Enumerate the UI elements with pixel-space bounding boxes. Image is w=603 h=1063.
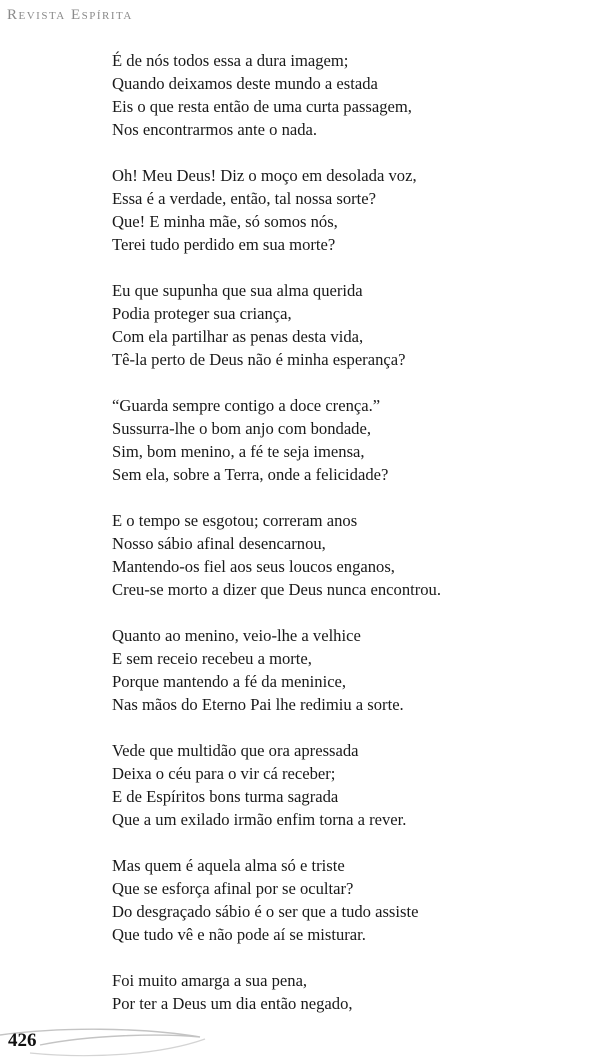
poem-line: É de nós todos essa a dura imagem; (112, 51, 349, 70)
poem-line: Essa é a verdade, então, tal nossa sorte? (112, 189, 377, 208)
poem-line: E de Espíritos bons turma sagrada (112, 787, 339, 806)
poem-line: Terei tudo perdido em sua morte? (112, 235, 336, 254)
poem-line: Podia proteger sua criança, (112, 304, 292, 323)
poem-line: Creu-se morto a dizer que Deus nunca encontrou. (112, 580, 441, 599)
page-number: 426 (8, 1030, 37, 1051)
poem-line: Mas quem é aquela alma só e triste (112, 856, 345, 875)
poem-line: Que se esforça afinal por se ocultar? (112, 879, 354, 898)
stanza (112, 509, 592, 601)
poem-line: Foi muito amarga a sua pena, (112, 971, 308, 990)
poem-line: Nosso sábio afinal desencarnou, (112, 534, 326, 553)
stanza (112, 394, 592, 486)
decorative-swoosh (0, 1023, 603, 1063)
poem-line: Tê-la perto de Deus não é minha esperança? (112, 350, 406, 369)
poem-line: Eis o que resta então de uma curta passagem, (112, 97, 412, 116)
poem-line: Nas mãos do Eterno Pai lhe redimiu a sorte. (112, 695, 404, 714)
poem-line: Sem ela, sobre a Terra, onde a felicidade? (112, 465, 389, 484)
stanza (112, 624, 592, 716)
stanza (112, 969, 592, 1015)
poem-line: E sem receio recebeu a morte, (112, 649, 312, 668)
stanza (112, 164, 592, 256)
poem-line: Nos encontrarmos ante o nada. (112, 120, 318, 139)
poem-line: Deixa o céu para o vir cá receber; (112, 764, 336, 783)
poem-line: Vede que multidão que ora apressada (112, 741, 359, 760)
poem-body (112, 49, 592, 1038)
stanza (112, 279, 592, 371)
poem-line: Quando deixamos deste mundo a estada (112, 74, 378, 93)
poem-line: Sim, bom menino, a fé te seja imensa, (112, 442, 365, 461)
poem-line: Sussurra-lhe o bom anjo com bondade, (112, 419, 371, 438)
poem-line: Que a um exilado irmão enfim torna a rever. (112, 810, 407, 829)
stanza (112, 49, 592, 141)
poem-line: E o tempo se esgotou; correram anos (112, 511, 358, 530)
page-footer (0, 1023, 603, 1063)
poem-line: Do desgraçado sábio é o ser que a tudo assiste (112, 902, 419, 921)
poem-line: Porque mantendo a fé da meninice, (112, 672, 347, 691)
poem-line: Que tudo vê e não pode aí se misturar. (112, 925, 366, 944)
poem-line: Que! E minha mãe, só somos nós, (112, 212, 338, 231)
poem-line: “Guarda sempre contigo a doce crença.” (112, 396, 381, 415)
poem-line: Mantendo-os fiel aos seus loucos enganos, (112, 557, 395, 576)
running-header: Revista Espírita (7, 7, 133, 23)
poem-line: Quanto ao menino, veio-lhe a velhice (112, 626, 361, 645)
poem-line: Por ter a Deus um dia então negado, (112, 994, 353, 1013)
stanza (112, 854, 592, 946)
poem-line: Oh! Meu Deus! Diz o moço em desolada voz, (112, 166, 417, 185)
poem-line: Com ela partilhar as penas desta vida, (112, 327, 364, 346)
poem-line: Eu que supunha que sua alma querida (112, 281, 363, 300)
stanza (112, 739, 592, 831)
